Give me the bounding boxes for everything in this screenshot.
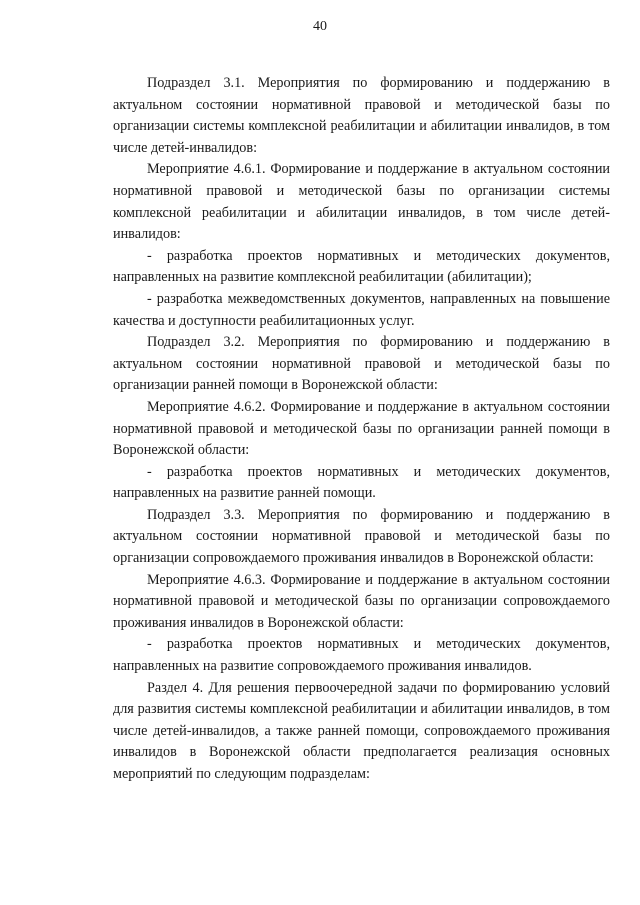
document-body [113,73,610,786]
subsection-3-2-heading: Подраздел 3.2. Мероприятия по формированию и поддержанию в актуальном состоянии нормативной правовой и методической базы по организации ранней помощи в Воронежской области: [113,334,610,394]
section-4-paragraph: Раздел 4. Для решения первоочередной задачи по формированию условий для развития системы комплексной реабилитации и абилитации инвалидов, в том числе детей-инвалидов, а также ранней помощи, сопровождаемого проживания инвалидов в Воронежской области предполагается реализация основных мероприятий по следующим подразделам: [113,679,610,782]
list-item: - разработка межведомственных документов, направленных на повышение качества и доступности реабилитационных услуг. [113,290,610,329]
page-number: 40 [313,19,327,34]
measure-4-6-2-paragraph: Мероприятие 4.6.2. Формирование и поддержание в актуальном состоянии нормативной правовой и методической базы по организации ранней помощи в Воронежской области: [113,398,610,459]
measure-4-6-3-paragraph: Мероприятие 4.6.3. Формирование и поддержание в актуальном состоянии нормативной правовой и методической базы по организации сопровождаемого проживания инвалидов в Воронежской области: [113,571,610,631]
subsection-3-1-heading: Подраздел 3.1. Мероприятия по формированию и поддержанию в актуальном состоянии нормативной правовой и методической базы по организации системы комплексной реабилитации и абилитации инвалидов, в том числе детей-инвалидов: [113,75,610,156]
measure-4-6-1-paragraph: Мероприятие 4.6.1. Формирование и поддержание в актуальном состоянии нормативной правовой и методической базы по организации системы комплексной реабилитации и абилитации инвалидов, в том числе детей-инвалидов: [113,161,610,243]
list-item: - разработка проектов нормативных и методических документов, направленных на развитие комплексной реабилитации (абилитации); [113,247,610,286]
list-item: - разработка проектов нормативных и методических документов, направленных на развитие ранней помощи. [113,463,610,502]
subsection-3-3-heading: Подраздел 3.3. Мероприятия по формированию и поддержанию в актуальном состоянии нормативной правовой и методической базы по организации сопровождаемого проживания инвалидов в Воронежской области: [113,506,610,567]
list-item: - разработка проектов нормативных и методических документов, направленных на развитие сопровождаемого проживания инвалидов. [113,636,610,675]
